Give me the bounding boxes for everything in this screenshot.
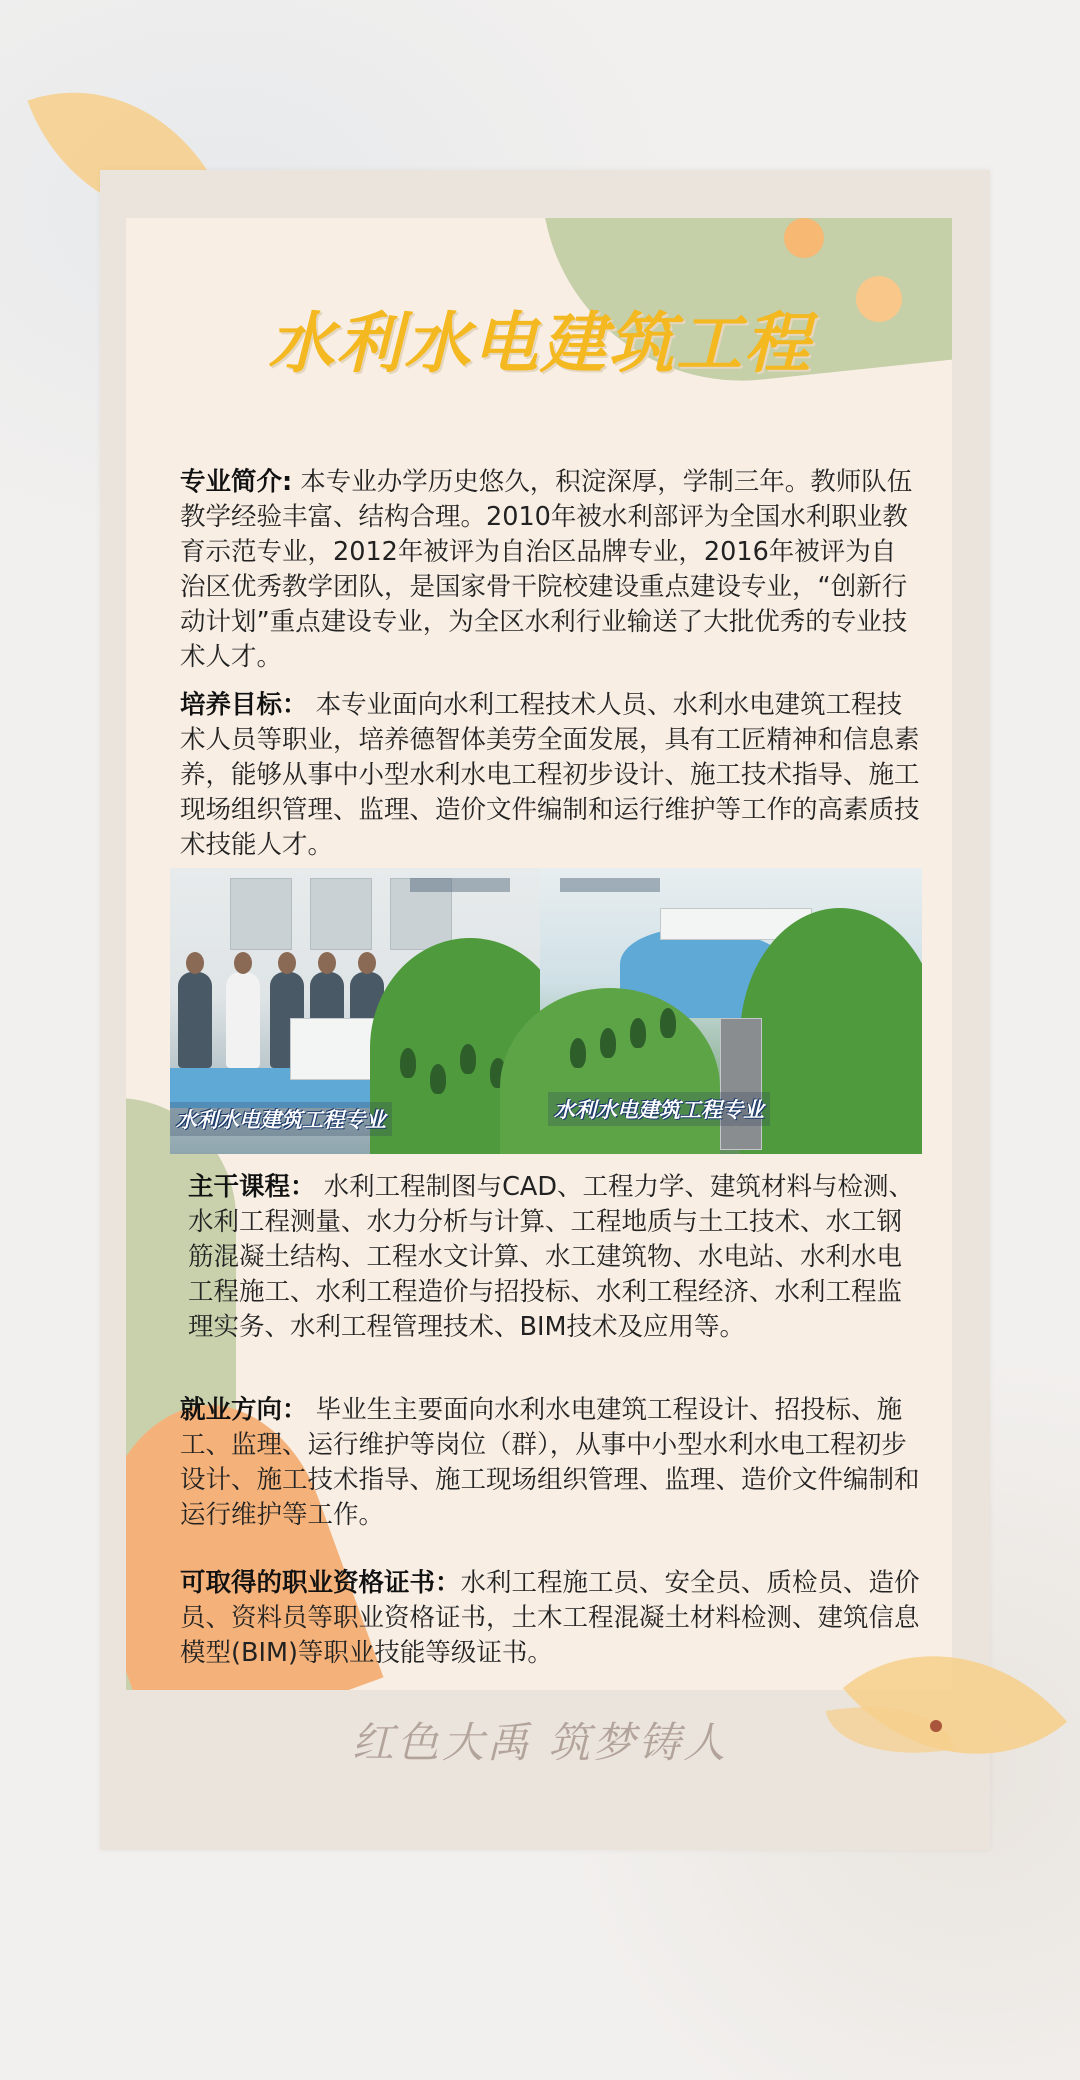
intro-heading: 专业简介: xyxy=(180,467,293,497)
window xyxy=(310,878,372,950)
school-logo xyxy=(560,878,660,892)
photo-panel-classroom xyxy=(170,868,540,1154)
photo-panel-model xyxy=(540,868,922,1154)
photo-caption: 水利水电建筑工程专业 xyxy=(170,1102,392,1136)
courses-body: 水利工程制图与CAD、工程力学、建筑材料与检测、水利工程测量、水力分析与计算、工程地质与土工技术、水工钢筋混凝土结构、工程水文计算、水工建筑物、水电站、水利水电工程施工、水利工程造价与招投标、水利工程经济、水利工程监理实务、水利工程管理技术、BIM技术及应用等。 xyxy=(188,1172,915,1342)
certs-section xyxy=(180,1566,920,1671)
tree-model xyxy=(660,1008,676,1038)
career-heading: 就业方向： xyxy=(180,1395,308,1425)
career-body: 毕业生主要面向水利水电建筑工程设计、招投标、施工、监理、运行维护等岗位（群），从事中小型水利水电工程初步设计、施工技术指导、施工现场组织管理、监理、造价文件编制和运行维护等工作。 xyxy=(180,1395,920,1530)
courses-heading: 主干课程： xyxy=(188,1172,316,1202)
photo-caption: 水利水电建筑工程专业 xyxy=(548,1092,770,1126)
tree-model xyxy=(630,1018,646,1048)
tree-model xyxy=(600,1028,616,1058)
window xyxy=(230,878,292,950)
certs-body: 水利工程施工员、安全员、质检员、造价员、资料员等职业资格证书，土木工程混凝土材料检测、建筑信息模型(BIM)等职业技能等级证书。 xyxy=(180,1568,920,1668)
goal-body: 本专业面向水利工程技术人员、水利水电建筑工程技术人员等职业，培养德智体美劳全面发展，具有工匠精神和信息素养，能够从事中小型水利水电工程初步设计、施工技术指导、施工现场组织管理、监理、造价文件编制和运行维护等工作的高素质技术技能人才。 xyxy=(180,690,920,860)
spillway-model xyxy=(720,1018,762,1150)
intro-body: 本专业办学历史悠久，积淀深厚，学制三年。教师队伍教学经验丰富、结构合理。2010年被水利部评为全国水利职业教育示范专业，2012年被评为自治区品牌专业，2016年被评为自治区优秀教学团队，是国家骨干院校建设重点建设专业，“创新行动计划”重点建设专业，为全区水利行业输送了大批优秀的专业技术人才。 xyxy=(180,467,913,672)
certs-heading: 可取得的职业资格证书： xyxy=(180,1568,461,1598)
tree-model xyxy=(570,1038,586,1068)
intro-section xyxy=(180,465,920,675)
tree-model xyxy=(400,1048,416,1078)
goal-section xyxy=(180,688,920,863)
training-photo xyxy=(170,868,922,1154)
tree-model xyxy=(460,1044,476,1074)
school-logo xyxy=(410,878,510,892)
orange-dot-decoration xyxy=(784,218,824,258)
student-figure xyxy=(178,972,212,1068)
slogan: 红色大禹 筑梦铸人 xyxy=(351,1718,729,1767)
teacher-figure xyxy=(226,972,260,1068)
goal-heading: 培养目标： xyxy=(180,690,308,720)
poster-title: 水利水电建筑工程 xyxy=(268,305,812,382)
tree-model xyxy=(430,1064,446,1094)
career-section xyxy=(180,1393,920,1533)
courses-section xyxy=(188,1170,918,1345)
